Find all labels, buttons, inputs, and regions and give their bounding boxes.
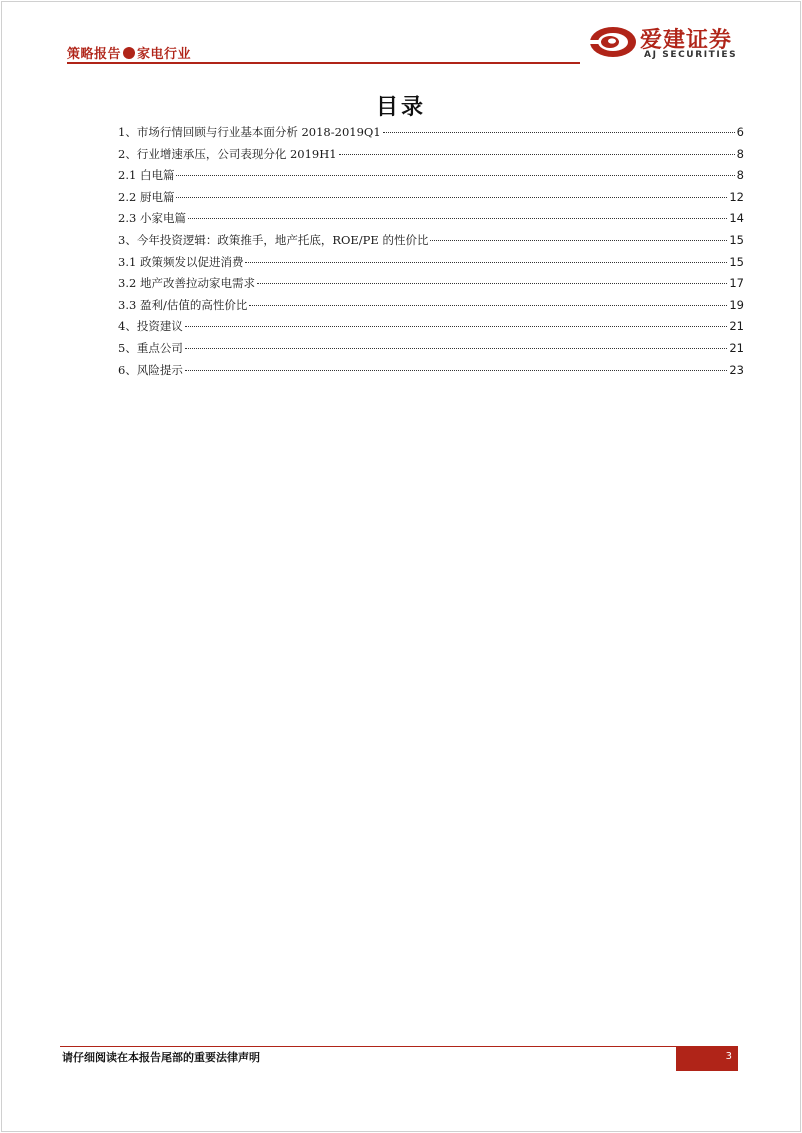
toc-entry-page: 12 [729, 189, 744, 204]
toc-dot-leader [245, 262, 727, 263]
toc-title: 目录 [375, 94, 426, 120]
toc-entry[interactable] [118, 362, 744, 384]
brand-name-en: AJ SECURITIES [644, 50, 738, 60]
bullet-dot-icon [123, 47, 135, 59]
toc-entry[interactable] [118, 254, 744, 276]
legal-disclaimer: 请仔细阅读在本报告尾部的重要法律声明 [62, 1051, 260, 1064]
toc-entry-page: 19 [729, 297, 744, 312]
toc-entry[interactable] [118, 146, 744, 168]
report-category [67, 43, 191, 62]
toc-entry-page: 6 [736, 125, 744, 139]
toc-dot-leader [430, 240, 727, 241]
toc-entry-label: 1、市场行情回顾与行业基本面分析 2018-2019Q1 [118, 125, 381, 139]
toc-dot-leader [257, 283, 727, 284]
category-right-label: 家电行业 [137, 47, 192, 62]
toc-entry[interactable] [118, 189, 744, 211]
toc-entry-page: 21 [729, 340, 744, 355]
toc-entry-label: 3.3 盈利/估值的高性价比 [118, 297, 248, 312]
table-of-contents [118, 124, 744, 383]
toc-entry-page: 21 [729, 319, 744, 334]
toc-entry-label: 2.2 厨电篇 [118, 189, 175, 204]
toc-entry-page: 8 [736, 168, 744, 183]
toc-entry-label: 6、风险提示 [118, 362, 183, 377]
category-left-label: 策略报告 [67, 47, 122, 62]
toc-entry[interactable] [118, 124, 744, 146]
toc-entry-page: 8 [736, 146, 744, 161]
brand-name-cn: 爱建证券 [640, 27, 733, 53]
brand-mark-icon [588, 25, 638, 59]
toc-entry-page: 15 [729, 232, 744, 247]
toc-entry-page: 14 [729, 211, 744, 226]
toc-dot-leader [176, 197, 727, 198]
toc-entry-label: 3.2 地产改善拉动家电需求 [118, 276, 255, 291]
toc-dot-leader [188, 218, 727, 219]
toc-entry-label: 5、重点公司 [118, 340, 183, 355]
toc-entry[interactable] [118, 167, 744, 189]
footer-rule [60, 1046, 738, 1047]
toc-dot-leader [185, 326, 728, 327]
toc-entry-label: 2、行业增速承压，公司表现分化 2019H1 [118, 146, 337, 161]
toc-entry-label: 4、投资建议 [118, 319, 183, 334]
toc-entry-page: 15 [729, 254, 744, 269]
toc-dot-leader [185, 370, 728, 371]
toc-entry-label: 3.1 政策频发以促进消费 [118, 254, 244, 269]
toc-dot-leader [185, 348, 728, 349]
page-number: 3 [725, 1051, 732, 1062]
toc-entry[interactable] [118, 340, 744, 362]
toc-entry[interactable] [118, 275, 744, 297]
toc-entry-page: 23 [729, 362, 744, 377]
toc-entry-label: 3、今年投资逻辑：政策推手，地产托底，ROE/PE 的性价比 [118, 232, 429, 247]
toc-entry[interactable] [118, 318, 744, 340]
page-number-box [676, 1047, 738, 1071]
toc-dot-leader [383, 132, 735, 133]
header-rule [67, 62, 580, 64]
toc-entry-page: 17 [729, 276, 744, 291]
toc-entry[interactable] [118, 232, 744, 254]
brand-logo [588, 23, 748, 63]
toc-dot-leader [249, 305, 727, 306]
toc-entry[interactable] [118, 210, 744, 232]
toc-dot-leader [339, 154, 735, 155]
toc-entry-label: 2.3 小家电篇 [118, 211, 186, 226]
toc-dot-leader [176, 175, 734, 176]
toc-entry[interactable] [118, 297, 744, 319]
toc-entry-label: 2.1 白电篇 [118, 168, 175, 183]
